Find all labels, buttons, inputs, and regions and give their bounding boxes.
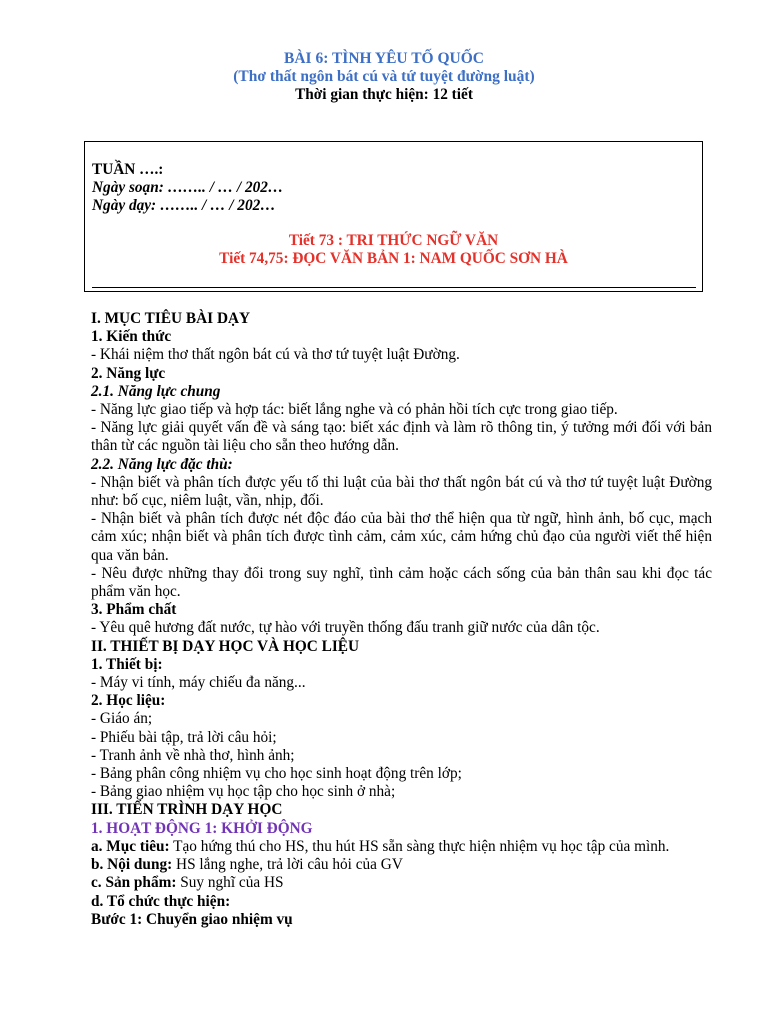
list-item: - Giáo án; <box>91 710 153 728</box>
paragraph: - Năng lực giải quyết vấn đề và sáng tạo: biết xác định và làm rõ thông tin, ý tưởng mới đối với bản thân từ các nguồn tài liệu cho sẵn theo hướng dẫn. <box>91 419 712 455</box>
list-item: - Bảng giao nhiệm vụ học tập cho học sinh ở nhà; <box>91 783 396 801</box>
paragraph: - Nhận biết và phân tích được yếu tố thi luật của bài thơ thất ngôn bát cú và thơ tứ tuyệt luật Đường như: bố cục, niêm luật, vần, nhịp, đối. <box>91 473 712 510</box>
lesson-title: BÀI 6: TÌNH YÊU TỐ QUỐC <box>284 50 484 67</box>
paragraph: - Nhận biết và phân tích được nét độc đáo của bài thơ thể hiện qua từ ngữ, hình ảnh, bố cục, mạch cảm xúc; nhận biết và phân tích được tình cảm, cảm xúc, cảm hứng chủ đạo của người viết thể hiện qua văn bản. <box>91 510 712 564</box>
section-heading: I. MỤC TIÊU BÀI DẠY <box>91 310 251 327</box>
document-body <box>91 310 712 929</box>
lesson-period-73: Tiết 73 : TRI THỨC NGỮ VĂN <box>288 232 499 249</box>
content-line <box>91 856 712 874</box>
duration: Thời gian thực hiện: 12 tiết <box>295 86 473 104</box>
subsection-heading: 1. Thiết bị: <box>91 655 163 673</box>
paragraph: - Khái niệm thơ thất ngôn bát cú và thơ tứ tuyệt luật Đường. <box>91 346 460 364</box>
activity-heading: 1. HOẠT ĐỘNG 1: KHỞI ĐỘNG <box>91 819 313 837</box>
content-text: HS lắng nghe, trả lời câu hỏi của GV <box>172 856 403 874</box>
product-text: Suy nghĩ của HS <box>176 874 284 892</box>
info-box-lessons <box>85 232 702 268</box>
info-box <box>84 141 703 292</box>
subsection-heading: 2. Học liệu: <box>91 692 166 710</box>
lesson-subtitle: (Thơ thất ngôn bát cú và tứ tuyệt đường luật) <box>233 68 535 86</box>
week-label: TUẦN ….: <box>92 161 164 178</box>
paragraph: - Máy vi tính, máy chiếu đa năng... <box>91 674 306 692</box>
section-heading: III. TIẾN TRÌNH DẠY HỌC <box>91 801 283 819</box>
paragraph: - Nêu được những thay đổi trong suy nghĩ, tình cảm hoặc cách sống của bản thân sau khi đọc tác phẩm văn học. <box>91 564 712 601</box>
product-label: c. Sản phẩm: <box>91 874 177 892</box>
teach-date: Ngày dạy: …….. / … / 202… <box>92 197 276 215</box>
document-header <box>0 50 768 105</box>
content-label: b. Nội dung: <box>91 856 173 874</box>
objective-line <box>91 838 712 856</box>
objective-label: a. Mục tiêu: <box>91 837 170 855</box>
subsection-heading: 2. Năng lực <box>91 364 166 382</box>
step-heading: Bước 1: Chuyển giao nhiệm vụ <box>91 910 293 928</box>
list-item: - Bảng phân công nhiệm vụ cho học sinh hoạt động trên lớp; <box>91 765 462 783</box>
section-heading: II. THIẾT BỊ DẠY HỌC VÀ HỌC LIỆU <box>91 637 360 655</box>
prep-date: Ngày soạn: …….. / … / 202… <box>92 179 284 197</box>
organization-label: d. Tổ chức thực hiện: <box>91 892 231 910</box>
list-item: - Phiếu bài tập, trả lời câu hỏi; <box>91 728 277 746</box>
objective-text: Tạo hứng thú cho HS, thu hút HS sẵn sàng thực hiện nhiệm vụ học tập của mình. <box>169 837 670 855</box>
subsection-heading: 3. Phẩm chất <box>91 601 177 619</box>
paragraph: - Năng lực giao tiếp và hợp tác: biết lắng nghe và có phản hồi tích cực trong giao tiếp. <box>91 401 618 419</box>
info-box-meta <box>92 161 283 216</box>
info-box-divider <box>92 287 696 288</box>
subsection-heading: 1. Kiến thức <box>91 328 172 346</box>
subsection-heading: 2.2. Năng lực đặc thù: <box>91 455 233 473</box>
paragraph: - Yêu quê hương đất nước, tự hào với truyền thống đấu tranh giữ nước của dân tộc. <box>91 619 600 637</box>
list-item: - Tranh ảnh về nhà thơ, hình ảnh; <box>91 746 295 764</box>
lesson-period-74-75: Tiết 74,75: ĐỌC VĂN BẢN 1: NAM QUỐC SƠN HÀ <box>219 250 568 268</box>
subsection-heading: 2.1. Năng lực chung <box>91 382 221 400</box>
product-line <box>91 874 712 892</box>
